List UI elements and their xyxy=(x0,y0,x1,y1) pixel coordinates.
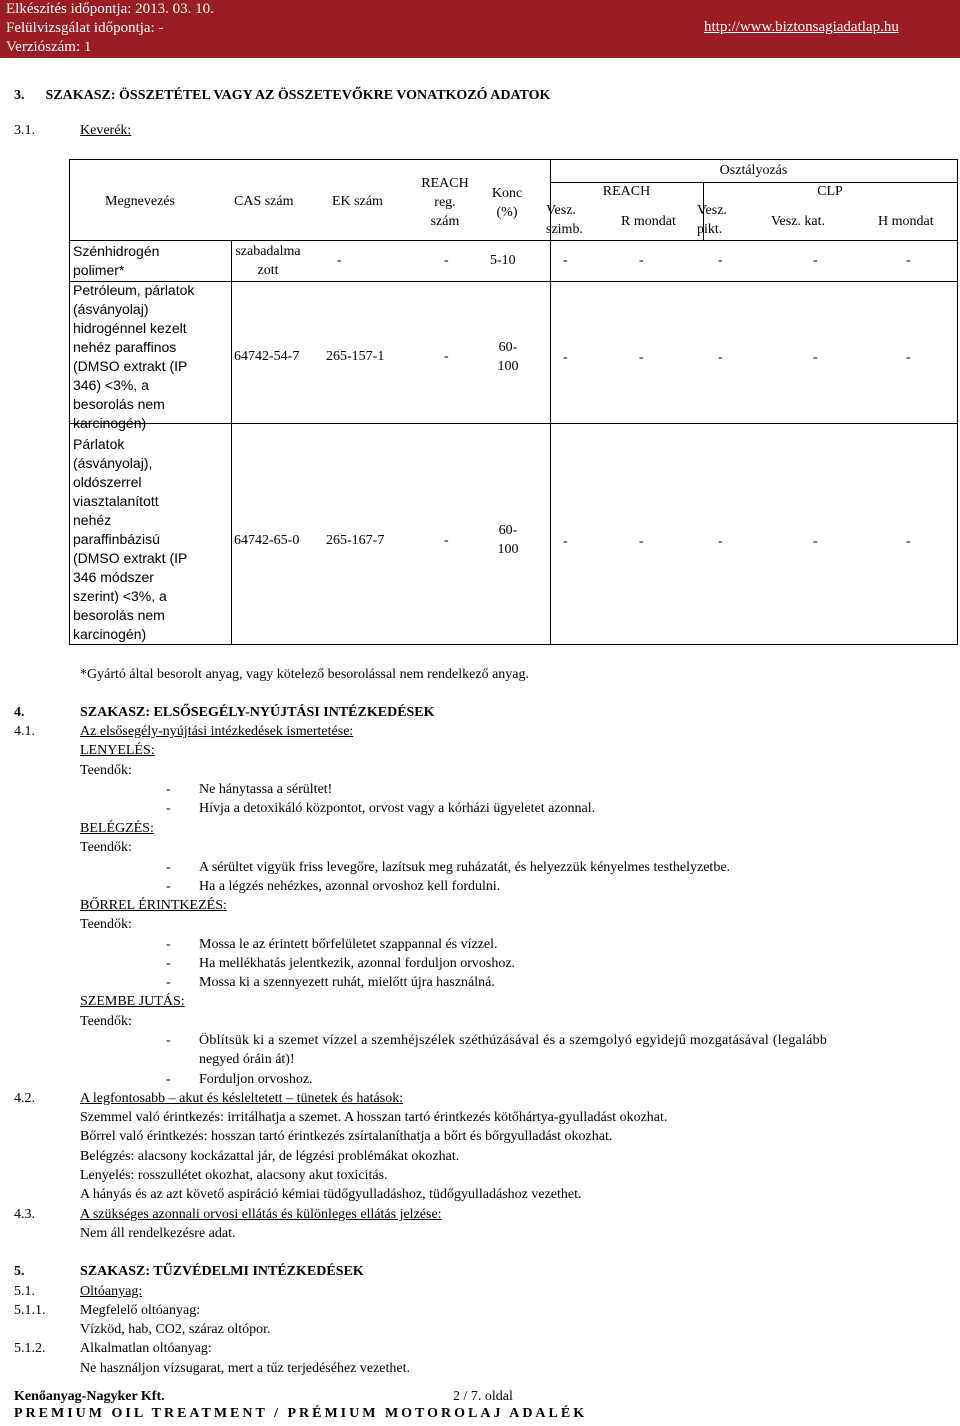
header-line: szimb. xyxy=(546,222,583,237)
todo-label: Teendők: xyxy=(80,917,132,932)
col-header-clp: CLP xyxy=(817,184,843,199)
skin-item-3: Mossa ki a szennyezett ruhát, mielőtt újra használná. xyxy=(199,975,495,990)
row1-cas xyxy=(232,242,304,280)
version-number: Verziószám: 1 xyxy=(6,39,92,55)
cas-line: szabadalma xyxy=(235,244,301,259)
created-date: Elkészítés időpontja: 2013. 03. 10. xyxy=(6,1,214,17)
header-divider xyxy=(70,240,957,241)
name-line: 346 módszer xyxy=(73,569,154,585)
symptom-line: Szemmel való érintkezés: irritálhatja a szemet. A hosszan tartó érintkezés kötőhártya-gyulladást okozhat. xyxy=(80,1110,668,1125)
name-line: szerint) <3%, a xyxy=(73,588,167,604)
inhalation-item-2: Ha a légzés nehézkes, azonnal orvoshoz kell fordulni. xyxy=(199,879,501,894)
row1-cls-2: - xyxy=(639,253,644,268)
ingestion-item-1: Ne hánytassa a sérültet! xyxy=(199,782,333,797)
name-line: hidrogénnel kezelt xyxy=(73,320,187,336)
header-line: (%) xyxy=(496,205,518,220)
section-4-number: 4. xyxy=(14,705,25,720)
name-line: karcinogén) xyxy=(73,415,147,431)
skin-item-2: Ha mellékhatás jelentkezik, azonnal forduljon orvoshoz. xyxy=(199,956,516,971)
section-5-1-title: Oltóanyag: xyxy=(80,1284,143,1299)
col-header-r-mondat: R mondat xyxy=(621,214,676,229)
section-5-1-1-title: Megfelelő oltóanyag: xyxy=(80,1303,201,1318)
symptom-line: Belégzés: alacsony kockázattal jár, de légzési problémákat okozhat. xyxy=(80,1149,460,1164)
row2-konc xyxy=(488,338,528,376)
symptom-line: Lenyelés: rosszullétet okozhat, alacsony akut toxicitás. xyxy=(80,1168,388,1183)
symptom-line: Bőrrel való érintkezés: hosszan tartó érintkezés zsírtalaníthatja a bőrt és bőrgyulladást okozhat. xyxy=(80,1129,613,1144)
symptom-line: A hányás és az azt követő aspiráció kémiai tüdőgyulladáshoz, tüdőgyulladáshoz vezethet. xyxy=(80,1187,582,1202)
row2-ek: 265-157-1 xyxy=(326,349,385,364)
row3-cls-5: - xyxy=(906,534,911,549)
row1-cls-4: - xyxy=(813,253,818,268)
name-line: Petróleum, párlatok xyxy=(73,282,195,298)
name-line: oldószerrel xyxy=(73,474,142,490)
col-header-osztalyozas: Osztályozás xyxy=(719,163,788,178)
section-3-title: 3. SZAKASZ: ÖSSZETÉTEL VAGY AZ ÖSSZETEVŐKRE VONATKOZÓ ADATOK xyxy=(14,88,551,103)
row1-cls-3: - xyxy=(718,253,723,268)
section-4-1-number: 4.1. xyxy=(14,724,35,739)
konc-line: 60- xyxy=(498,523,518,538)
row3-cls-2: - xyxy=(639,534,644,549)
section-5-1-2-text: Ne használjon vízsugarat, mert a tűz terjedéséhez vezethet. xyxy=(80,1361,411,1376)
name-line: (ásványolaj) xyxy=(73,301,149,317)
skin-contact-heading: BŐRREL ÉRINTKEZÉS: xyxy=(80,898,227,913)
composition-table xyxy=(69,159,958,645)
header-line: Vesz. xyxy=(697,203,727,218)
eye-item-2: Forduljon orvoshoz. xyxy=(199,1072,313,1087)
section-3-1-title: Keverék: xyxy=(80,123,132,138)
row3-reach: - xyxy=(444,533,449,548)
col-header-vesz-pikt xyxy=(697,201,727,239)
inhalation-item-1: A sérültet vigyük friss levegőre, lazítsuk meg ruházatát, és helyezzük kényelmes testhelyzetbe. xyxy=(199,860,731,875)
name-line: Szénhidrogén xyxy=(73,243,160,259)
col-header-vesz-kat: Vesz. kat. xyxy=(771,214,826,229)
footer-page-number: 2 / 7. oldal xyxy=(453,1389,513,1404)
section-4-title: SZAKASZ: ELSŐSEGÉLY-NYÚJTÁSI INTÉZKEDÉSEK xyxy=(80,705,435,720)
bullet-dash: - xyxy=(166,1033,171,1048)
cas-line: zott xyxy=(257,263,279,278)
col-header-reach: REACH xyxy=(602,184,651,199)
row1-konc: 5-10 xyxy=(490,253,516,268)
row3-cls-4: - xyxy=(813,534,818,549)
column-divider xyxy=(231,240,232,644)
table-footnote: *Gyártó által besorolt anyag, vagy kötelező besorolással nem rendelkező anyag. xyxy=(80,667,530,682)
col-header-cas: CAS szám xyxy=(234,194,294,209)
section-5-1-1-text: Vízköd, hab, CO2, száraz oltópor. xyxy=(80,1322,271,1337)
header-line: Vesz. xyxy=(546,203,576,218)
name-line: nehéz paraffinos xyxy=(73,339,177,355)
section-5-1-number: 5.1. xyxy=(14,1284,35,1299)
section-3-1-number: 3.1. xyxy=(14,123,35,138)
bullet-dash: - xyxy=(166,801,171,816)
row1-ek: - xyxy=(337,253,342,268)
row3-name xyxy=(73,435,187,644)
row1-name xyxy=(73,242,159,280)
section-5-1-2-number: 5.1.2. xyxy=(14,1341,46,1356)
name-line: nehéz xyxy=(73,512,112,528)
section-5-1-2-title: Alkalmatlan oltóanyag: xyxy=(80,1341,212,1356)
col-header-ek: EK szám xyxy=(332,194,383,209)
row3-konc xyxy=(488,521,528,559)
row2-name xyxy=(73,281,194,433)
row3-cas: 64742-65-0 xyxy=(234,533,300,548)
section-4-2-title: A legfontosabb – akut és késleltetett – tünetek és hatások: xyxy=(80,1091,404,1106)
name-line: besorolás nem xyxy=(73,396,165,412)
revised-date: Felülvizsgálat időpontja: - xyxy=(6,20,164,36)
section-4-2-number: 4.2. xyxy=(14,1091,35,1106)
row2-cls-3: - xyxy=(718,350,723,365)
row1-cls-1: - xyxy=(563,253,568,268)
section-4-3-text: Nem áll rendelkezésre adat. xyxy=(80,1226,236,1241)
section-4-1-title: Az elsősegély-nyújtási intézkedések ismertetése: xyxy=(80,724,354,739)
col-header-name: Megnevezés xyxy=(105,194,175,209)
row2-cls-4: - xyxy=(813,350,818,365)
section-5-1-1-number: 5.1.1. xyxy=(14,1303,46,1318)
col-header-vesz-szimb xyxy=(546,201,583,239)
row2-cls-5: - xyxy=(906,350,911,365)
name-line: paraffinbázisú xyxy=(73,531,160,547)
section-4-3-number: 4.3. xyxy=(14,1207,35,1222)
row-divider xyxy=(70,423,957,424)
eye-item-1-line2: negyed óráin át)! xyxy=(199,1052,295,1067)
section-5-number: 5. xyxy=(14,1264,25,1279)
name-line: (ásványolaj), xyxy=(73,455,153,471)
col-header-reach-reg xyxy=(410,174,480,231)
name-line: (DMSO extrakt (IP xyxy=(73,358,188,374)
skin-item-1: Mossa le az érintett bőrfelületet szappannal és vízzel. xyxy=(199,937,498,952)
col-header-konc xyxy=(480,184,534,222)
row2-cls-2: - xyxy=(639,350,644,365)
ingestion-item-2: Hívja a detoxikáló központot, orvost vagy a kórházi ügyeletet azonnal. xyxy=(199,801,596,816)
konc-line: 100 xyxy=(497,359,519,374)
name-line: viasztalanított xyxy=(73,493,159,509)
eye-contact-heading: SZEMBE JUTÁS: xyxy=(80,994,185,1009)
header-line: reg. xyxy=(434,195,456,210)
row3-cls-3: - xyxy=(718,534,723,549)
row1-cls-5: - xyxy=(906,253,911,268)
row3-cls-1: - xyxy=(563,534,568,549)
col-header-h-mondat: H mondat xyxy=(878,214,934,229)
name-line: besorolás nem xyxy=(73,607,165,623)
footer-company: Kenőanyag-Nagyker Kft. xyxy=(14,1389,165,1404)
row2-reach: - xyxy=(444,349,449,364)
row-divider xyxy=(70,281,957,282)
bullet-dash: - xyxy=(166,956,171,971)
bullet-dash: - xyxy=(166,860,171,875)
bullet-dash: - xyxy=(166,782,171,797)
name-line: karcinogén) xyxy=(73,626,147,642)
ingestion-heading: LENYELÉS: xyxy=(80,743,155,758)
header-line: pikt. xyxy=(697,222,723,237)
name-line: (DMSO extrakt (IP xyxy=(73,550,188,566)
website-link[interactable]: http://www.biztonsagiadatlap.hu xyxy=(704,19,899,35)
name-line: Párlatok xyxy=(73,436,125,452)
eye-item-1-line1: Öblítsük ki a szemet vízzel a szemhéjszélek széthúzásával és a szemgolyó egyidejű mozgatásával (legalább xyxy=(199,1033,828,1048)
bullet-dash: - xyxy=(166,975,171,990)
section-5-title: SZAKASZ: TŰZVÉDELMI INTÉZKEDÉSEK xyxy=(80,1264,364,1279)
konc-line: 60- xyxy=(498,340,518,355)
bullet-dash: - xyxy=(166,1072,171,1087)
section-4-3-title: A szükséges azonnali orvosi ellátás és különleges ellátás jelzése: xyxy=(80,1207,442,1222)
row3-ek: 265-167-7 xyxy=(326,533,385,548)
row2-cas: 64742-54-7 xyxy=(234,349,300,364)
todo-label: Teendők: xyxy=(80,763,132,778)
header-line: Konc xyxy=(491,186,523,201)
bullet-dash: - xyxy=(166,937,171,952)
konc-line: 100 xyxy=(497,542,519,557)
header-line: szám xyxy=(430,214,460,229)
todo-label: Teendők: xyxy=(80,840,132,855)
footer-product-name: PREMIUM OIL TREATMENT / PRÉMIUM MOTOROLAJ ADALÉK xyxy=(14,1406,588,1421)
row1-reach: - xyxy=(444,253,449,268)
row2-cls-1: - xyxy=(563,350,568,365)
name-line: 346) <3%, a xyxy=(73,377,149,393)
todo-label: Teendők: xyxy=(80,1014,132,1029)
name-line: polimer* xyxy=(73,262,125,278)
inhalation-heading: BELÉGZÉS: xyxy=(80,821,154,836)
bullet-dash: - xyxy=(166,879,171,894)
header-line: REACH xyxy=(421,176,469,191)
